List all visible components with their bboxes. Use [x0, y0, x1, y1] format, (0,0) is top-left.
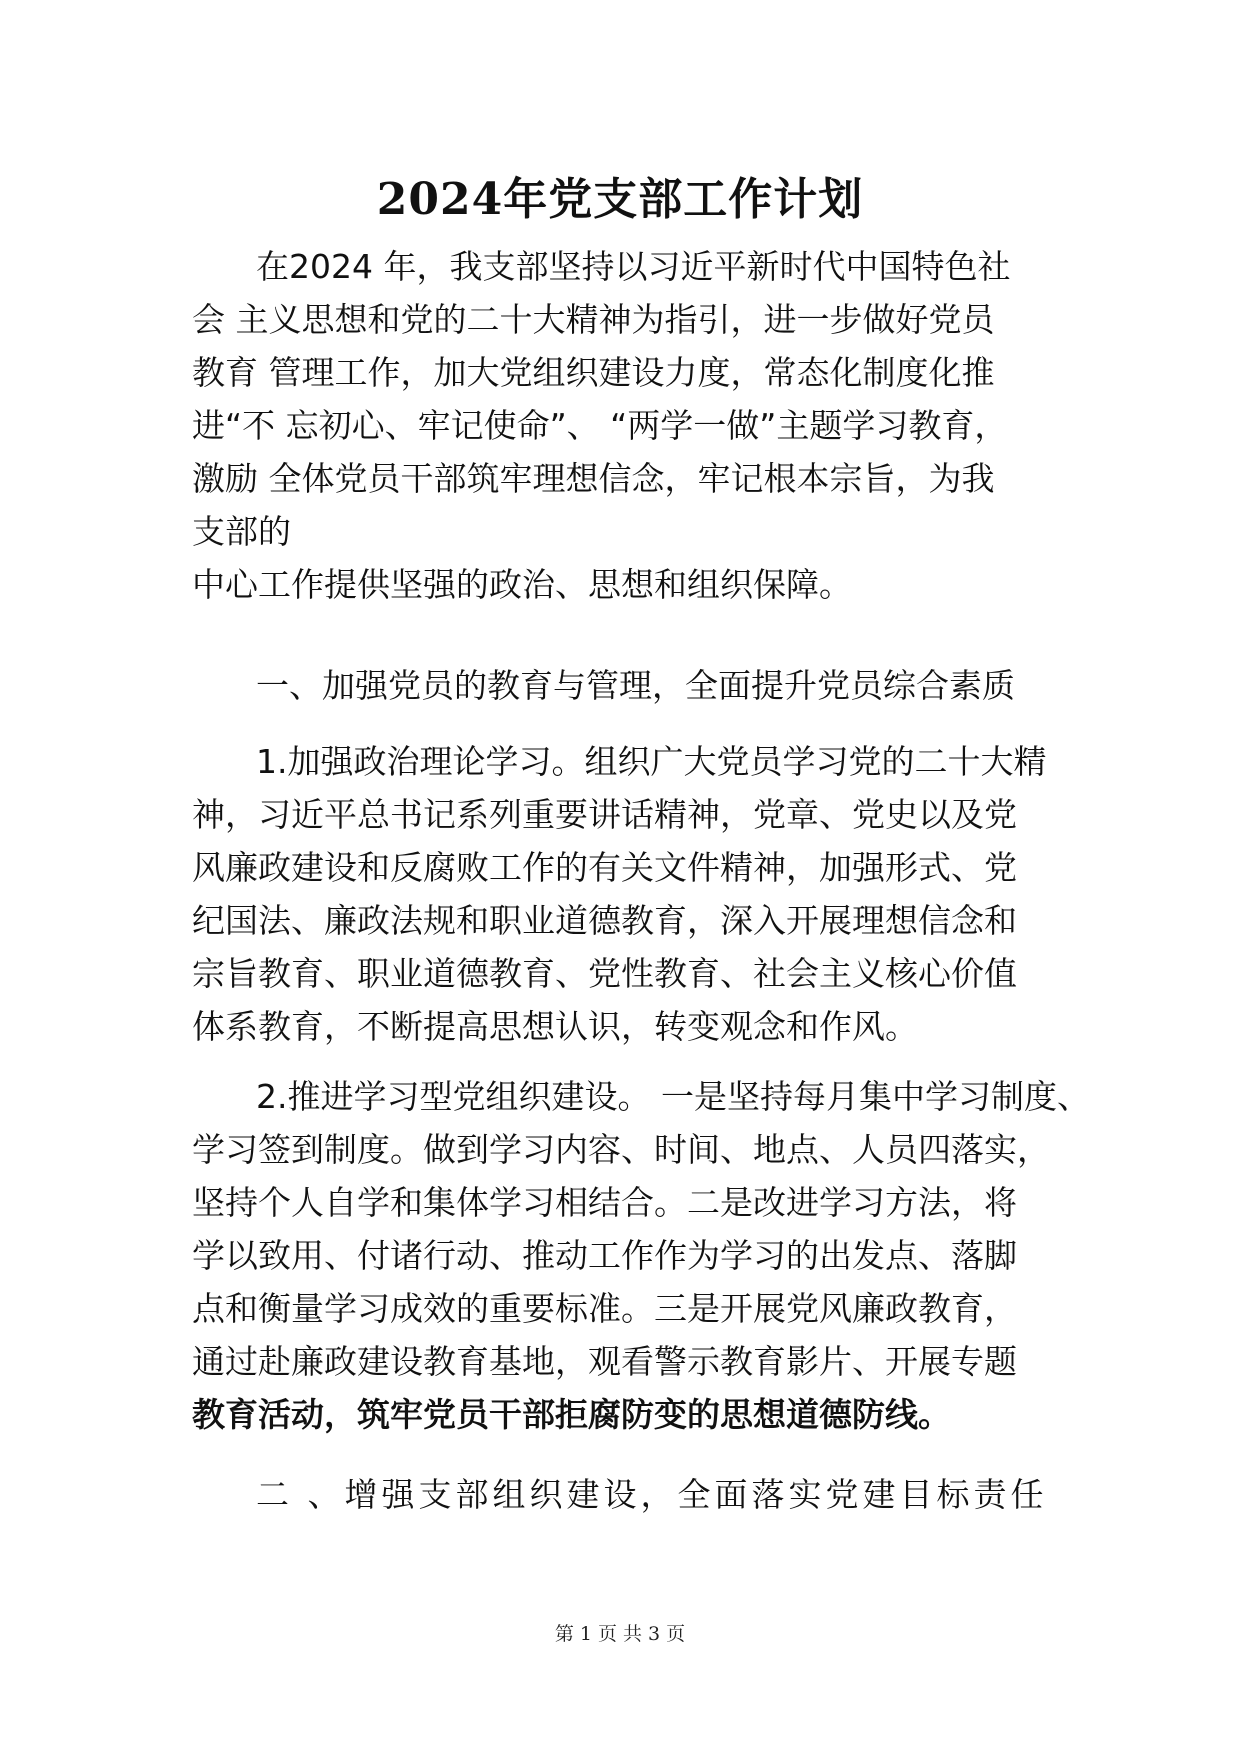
section-heading-1 [192, 659, 1057, 712]
intro-line: 中心工作提供坚强的政治、思想和组织保障。 [192, 565, 852, 604]
intro-line: 教育 管理工作，加大党组织建设力度，常态化制度化推 [192, 353, 995, 392]
item-1-line: 风廉政建设和反腐败工作的有关文件精神，加强形式、党 [192, 848, 1017, 887]
document-title: 2024年党支部工作计划 [376, 174, 864, 225]
intro-line: 会 主义思想和党的二十大精神为指引，进一步做好党员 [192, 300, 995, 339]
item-2-line: 学习签到制度。做到学习内容、时间、地点、人员四落实， [192, 1130, 1050, 1169]
section-heading-text: 一、加强党员的教育与管理，全面提升党员综合素质 [256, 666, 1015, 705]
item-1-line: 宗旨教育、职业道德教育、党性教育、社会主义核心价值 [192, 954, 1017, 993]
item-2-line: 点和衡量学习成效的重要标准。三是开展党风廉政教育， [192, 1289, 1017, 1328]
item-1-line: 1.加强政治理论学习。组织广大党员学习党的二十大精 [256, 742, 1047, 781]
intro-line: 在2024 年，我支部坚持以习近平新时代中国特色社 [256, 247, 1011, 286]
item-2-line: 坚持个人自学和集体学习相结合。二是改进学习方法，将 [192, 1183, 1017, 1222]
section-heading-text: 二 、增强支部组织建设，全面落实党建目标责任 [256, 1475, 1048, 1514]
item-2-line: 教育活动，筑牢党员干部拒腐防变的思想道德防线。 [192, 1395, 951, 1434]
intro-line: 激励 全体党员干部筑牢理想信念，牢记根本宗旨，为我 [192, 459, 995, 498]
item-1-line: 神，习近平总书记系列重要讲话精神，党章、党史以及党 [192, 795, 1017, 834]
section-heading-2 [192, 1468, 1057, 1521]
item-2-line: 2.推进学习型党组织建设。 一是坚持每月集中学习制度、 [256, 1077, 1090, 1116]
intro-line: 进“不 忘初心、牢记使命”、 “两学一做”主题学习教育， [192, 406, 1008, 445]
intro-line: 支部的 [192, 512, 291, 551]
intro-paragraph [192, 240, 1057, 611]
page-number: 第 1 页 共 3 页 [554, 1623, 686, 1645]
item-1-line: 纪国法、廉政法规和职业道德教育，深入开展理想信念和 [192, 901, 1017, 940]
item-2-paragraph [192, 1070, 1090, 1441]
item-1-line: 体系教育，不断提高思想认识，转变观念和作风。 [192, 1007, 918, 1046]
item-1-paragraph [192, 735, 1057, 1053]
item-2-line: 通过赴廉政建设教育基地，观看警示教育影片、开展专题 [192, 1342, 1017, 1381]
item-2-line: 学以致用、付诸行动、推动工作作为学习的出发点、落脚 [192, 1236, 1017, 1275]
